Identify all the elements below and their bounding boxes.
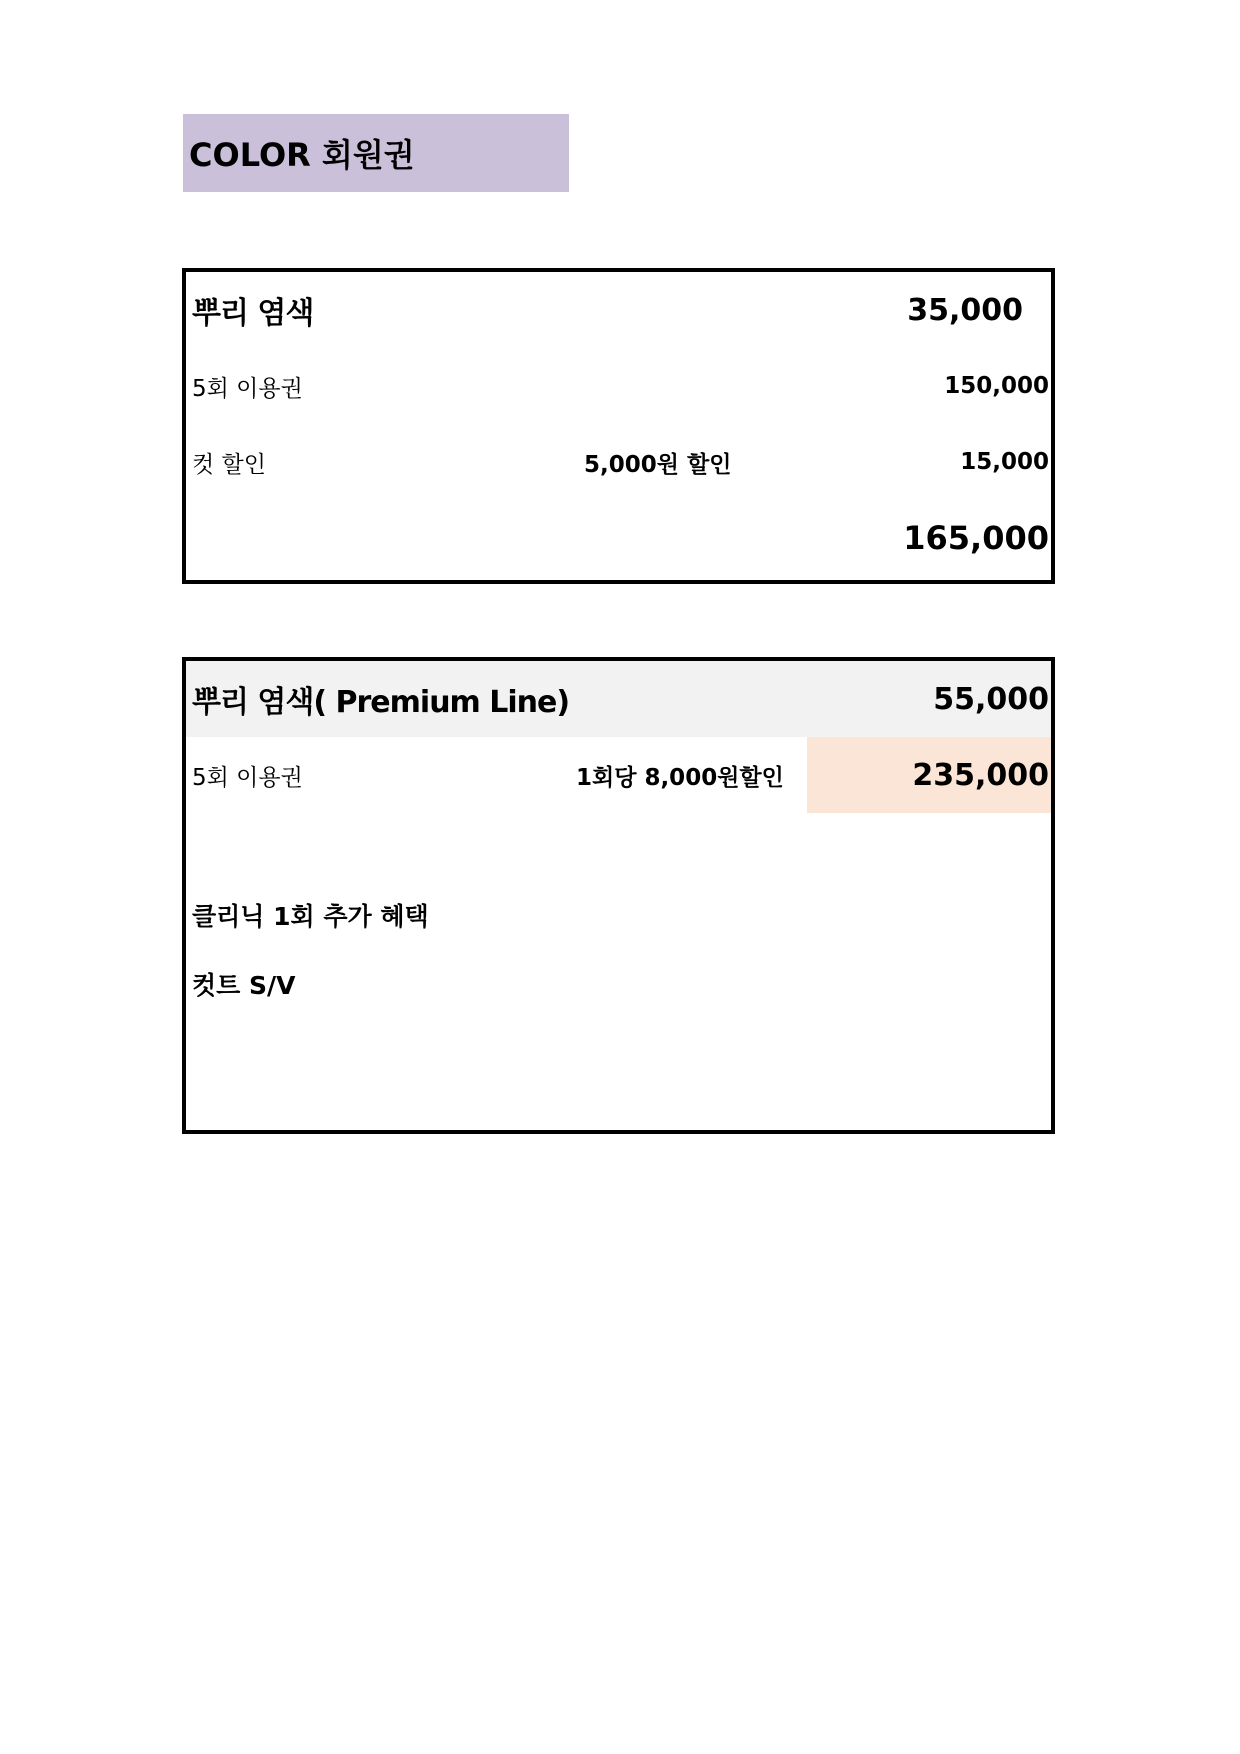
card1-row2-label: 컷 할인: [192, 451, 266, 478]
page-title: [183, 114, 569, 192]
card1-row2-price: 15,000: [960, 449, 1049, 475]
premium-color-card: [182, 657, 1055, 1134]
root-color-card: [182, 268, 1055, 584]
card2-heading-row: [186, 661, 1051, 737]
page-title-text: COLOR 회원권: [189, 136, 415, 174]
card2-benefit-clinic: 클리닉 1회 추가 혜택: [192, 902, 429, 931]
card2-benefit-cut: 컷트 S/V: [192, 971, 296, 1000]
card1-row-cut-discount: [186, 424, 1051, 500]
card1-total-row: [186, 500, 1051, 576]
card1-row1-price: 150,000: [944, 373, 1049, 399]
card1-heading-price: 35,000: [907, 292, 1023, 328]
card2-row1-price: 235,000: [912, 757, 1049, 793]
card2-row1-label: 5회 이용권: [192, 764, 303, 791]
card1-total: 165,000: [903, 519, 1049, 557]
card1-row2-note: 5,000원 할인: [584, 451, 732, 478]
card2-heading: 뿌리 염색( Premium Line): [192, 685, 570, 720]
card2-heading-price: 55,000: [933, 681, 1049, 717]
card2-row1-price-cell: [807, 737, 1051, 813]
card1-heading: 뿌리 염색: [192, 296, 314, 331]
card1-heading-row: [186, 272, 1051, 348]
card1-row1-label: 5회 이용권: [192, 375, 303, 402]
card2-row1-note: 1회당 8,000원할인: [576, 764, 784, 791]
card2-row-5-pass: [186, 737, 1051, 813]
card1-row-5-pass: [186, 348, 1051, 424]
